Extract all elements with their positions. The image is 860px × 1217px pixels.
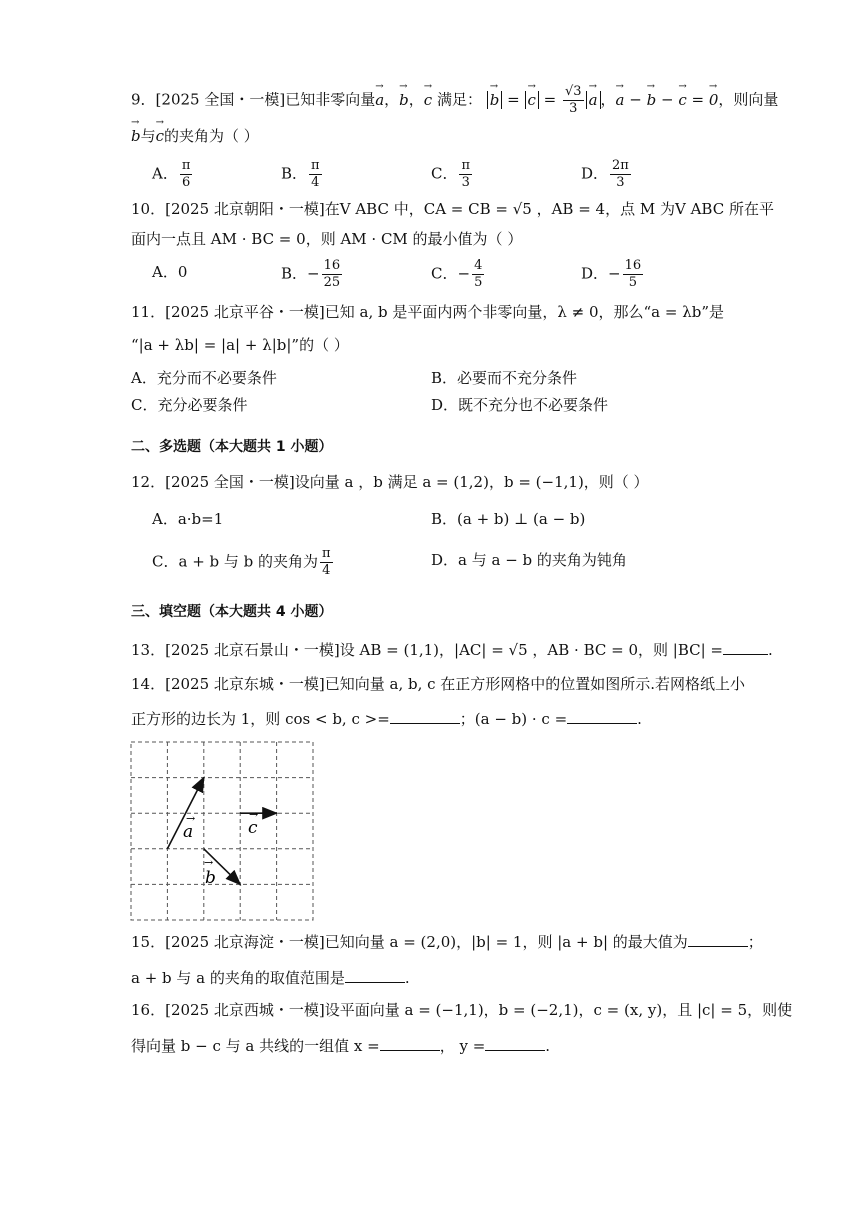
q14-line1: 14．[2025 北京东城・一模]已知向量 a, b, c 在正方形网格中的位置如图所示.若网格纸上小 [131, 675, 746, 693]
q11-option-a: A．充分而不必要条件 [131, 369, 277, 387]
q14-answer-blank-2[interactable] [567, 709, 637, 724]
q15-answer-blank-2[interactable] [345, 968, 405, 983]
q10-option-b: B．− $\frac{16}{25}$ [281, 258, 341, 290]
q10-line1: 10．[2025 北京朝阳・一模]在V ABC 中，CA = CB = √5 ，AB = 4，点 M 为V ABC 所在平 [131, 200, 774, 218]
q15-line1: 15．[2025 北京海淀・一模]已知向量 a = (2,0)，|b| = 1，则 |a + b| 的最大值为 ； [131, 933, 763, 951]
q10-line2: 面内一点且 AM · BC = 0，则 AM · CM 的最小值为（ ） [131, 230, 523, 248]
q9-line2-text: 的夹角为（ ） [164, 127, 259, 145]
q9-option-d: D． $\frac{2\pi}{3}$ [581, 158, 629, 190]
q11-line2: “|a + λb| = |a| + λ|b|”的（ ） [131, 336, 349, 354]
vector-a-label: a [183, 822, 194, 842]
q13-answer-blank[interactable] [723, 640, 768, 655]
section-heading-multi: 二、多选题（本大题共 1 小题） [131, 439, 333, 455]
q9-option-a: A． $\frac{\pi}{6}$ [152, 158, 191, 190]
q9-stem-tail: ，则向量 [718, 90, 779, 109]
q11-option-d: D．既不充分也不必要条件 [431, 396, 609, 414]
dashed-grid [131, 742, 313, 920]
q12-option-a: A．a·b=1 [152, 510, 224, 528]
q14-answer-blank-1[interactable] [390, 709, 460, 724]
q15-line2: a + b 与 a 的夹角的取值范围是 . [131, 969, 410, 987]
q13-stem: 13．[2025 北京石景山・一模]设 AB = (1,1)，|AC| = √5 ，AB · BC = 0，则 |BC| = . [131, 641, 773, 659]
q9-option-c: C． $\frac{\pi}{3}$ [431, 158, 471, 190]
q12-option-b: B．(a + b) ⊥ (a − b) [431, 510, 586, 528]
q16-answer-blank-y[interactable] [485, 1036, 545, 1051]
q11-line1: 11．[2025 北京平谷・一模]已知 a, b 是平面内两个非零向量，λ ≠ 0，那么“a = λb”是 [131, 303, 725, 321]
q16-line2: 得向量 b − c 与 a 共线的一组值 x = ， y = . [131, 1037, 551, 1055]
q12-stem: 12．[2025 全国・一模]设向量 a ，b 满足 a = (1,2)，b = (−1,1)，则（ ） [131, 473, 649, 491]
q9-cond-label: 满足： [436, 90, 482, 109]
vector-grid-figure [130, 741, 316, 923]
q12-option-d: D．a 与 a − b 的夹角为钝角 [431, 551, 627, 569]
section-heading-fill: 三、填空题（本大题共 4 小题） [131, 604, 333, 620]
q9-option-b: B． $\frac{\pi}{4}$ [281, 158, 320, 190]
q11-option-b: B．必要而不充分条件 [431, 369, 578, 387]
q15-answer-blank-1[interactable] [688, 932, 748, 947]
q11-option-c: C．充分必要条件 [131, 396, 248, 414]
q16-answer-blank-x[interactable] [380, 1036, 440, 1051]
q10-option-c: C．− $\frac{4}{5}$ [431, 258, 483, 290]
q16-line1: 16．[2025 北京西城・一模]设平面向量 a = (−1,1)，b = (−2,1)，c = (x, y)，且 |c| = 5，则使 [131, 1001, 793, 1019]
vector-c-label: c [248, 818, 258, 838]
vector-a-label-arrow: → [186, 812, 196, 825]
vector-c-label-arrow: → [249, 808, 259, 821]
q12-option-c: C．a + b 与 b 的夹角为 $\frac{\pi}{4}$ [152, 546, 331, 578]
q9-line2: → b与→ c的夹角为（ ） [131, 122, 259, 146]
vector-b-label: b [205, 868, 216, 888]
q9-stem-text: 9．[2025 全国・一模]已知非零向量 [131, 90, 376, 109]
q10-option-a: A．0 [152, 263, 188, 281]
q9-line1: 9．[2025 全国・一模]已知非零向量→ a，→ b，→ c 满足： → b = → c = $\frac{√3}{3}$ → a ，→ a − → b − → c = → 0，则向量 [131, 84, 778, 117]
q10-option-d: D．− $\frac{16}{5}$ [581, 258, 642, 290]
vector-b-label-arrow: → [204, 856, 214, 869]
q14-line2: 正方形的边长为 1，则 cos < b, c >= ；(a − b) · c = . [131, 710, 642, 728]
